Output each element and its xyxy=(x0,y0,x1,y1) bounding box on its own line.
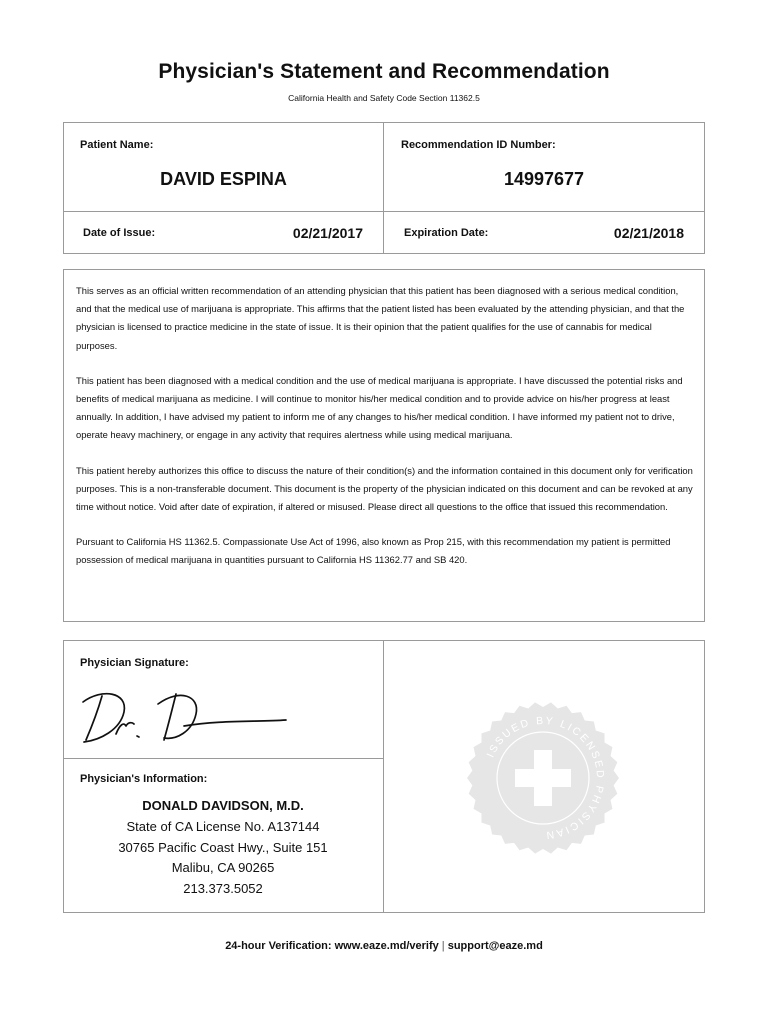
date-of-issue-label: Date of Issue: xyxy=(83,227,156,239)
physician-license: State of CA License No. A137144 xyxy=(126,818,320,834)
footer-separator: | xyxy=(441,940,445,952)
document-subtitle: California Health and Safety Code Section 11362.5 xyxy=(288,93,480,103)
statement-paragraph: This serves as an official written recommendation of an attending physician that this patient has been diagnosed with a serious medical condition, and that the medical use of marijuana is appropriate. This affirms that the patient listed has been evaluated by the attending physician, and that the physician is licensed to practice medicine in the state of issue. It is their opinion that the patient qualifies for the use of cannabis for medical purposes. xyxy=(76,285,685,351)
patient-name-value: DAVID ESPINA xyxy=(160,169,287,189)
date-of-issue-value: 02/21/2017 xyxy=(292,225,363,241)
recommendation-id-cell xyxy=(383,122,705,212)
statement-text xyxy=(76,282,694,587)
verification-link[interactable]: 24-hour Verification: www.eaze.md/verify xyxy=(225,940,439,952)
statement-paragraph: This patient hereby authorizes this office to discuss the nature of their condition(s) and the information contained in this document only for verification purposes. This is a non-transferable document. This document is the property of the physician indicated on this document and can be revoked at any time without notice. Void after date of expiration, if altered or misused. Please direct all questions to the office that issued this recommendation. xyxy=(76,464,693,513)
physician-phone: 213.373.5052 xyxy=(183,881,263,897)
physician-signature xyxy=(80,682,300,750)
statement-paragraph: This patient has been diagnosed with a medical condition and the use of medical marijuana is appropriate. I have discussed the potential risks and benefits of medical marijuana as medicine. I will continue to monitor his/her medical condition and to provide advice on his/her progress at least annually. In addition, I have advised my patient to inform me of any changes to his/her medical condition. I have informed my patient not to drive, operate heavy machinery, or engage in any activity that requires alertness while using medical marijuana. xyxy=(76,374,683,441)
patient-name-cell xyxy=(63,122,384,212)
expiration-date-label: Expiration Date: xyxy=(404,227,489,239)
recommendation-id-label: Recommendation ID Number: xyxy=(401,139,556,151)
patient-name-label: Patient Name: xyxy=(80,139,154,151)
support-email-link[interactable]: support@eaze.md xyxy=(447,940,543,952)
physician-signature-label: Physician Signature: xyxy=(80,657,189,669)
physician-info-block xyxy=(64,796,382,900)
physician-name: DONALD DAVIDSON, M.D. xyxy=(142,798,304,813)
physician-address-line1: 30765 Pacific Coast Hwy., Suite 151 xyxy=(118,839,328,855)
physician-address-line2: Malibu, CA 90265 xyxy=(171,860,275,876)
expiration-date-value: 02/21/2018 xyxy=(613,225,684,241)
footer xyxy=(0,940,768,952)
physician-info-label: Physician's Information: xyxy=(80,773,208,785)
seal-lettering: ISSUED BY LICENSED PHYSICIAN xyxy=(484,714,607,842)
recommendation-id-value: 14997677 xyxy=(503,169,585,189)
document-title: Physician's Statement and Recommendation xyxy=(158,60,610,83)
statement-paragraph: Pursuant to California HS 11362.5. Compassionate Use Act of 1996, also known as Prop 215, with this recommendation my patient is permitted possession of medical marijuana in quantities pursuant to California HS 11362.77 and SB 420. xyxy=(76,536,671,566)
licensed-physician-seal xyxy=(463,698,623,858)
